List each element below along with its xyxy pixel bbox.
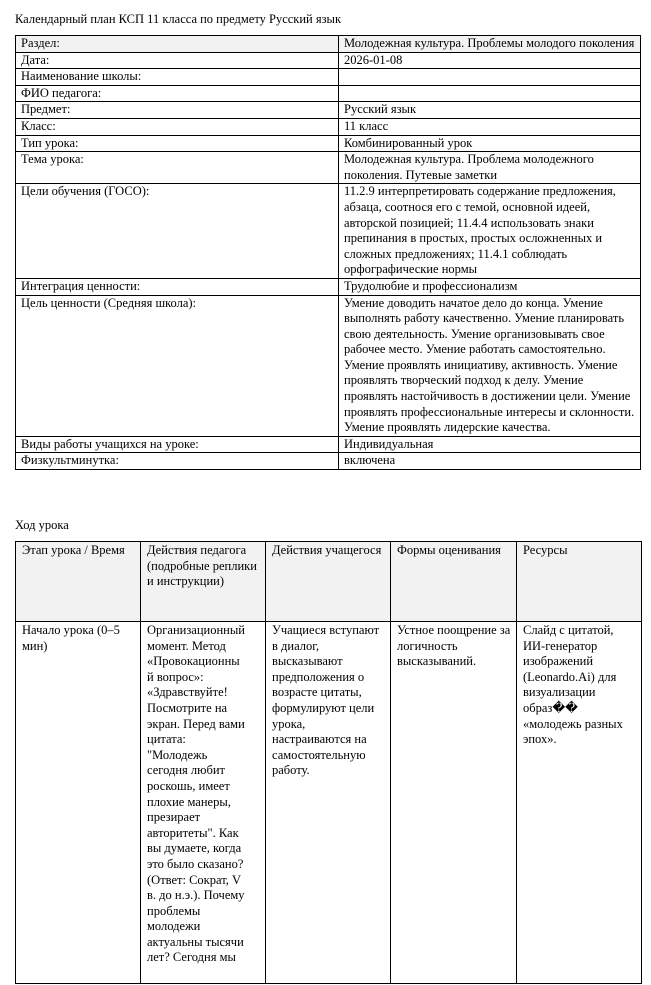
- info-row-work-types: [16, 436, 641, 453]
- column-header-teacher-actions: Действия педагога (подробные реплики и инструкции): [141, 542, 266, 622]
- resources-cell: Слайд с цитатой, ИИ-генератор изображений (Leonardo.Ai) для визуализации образ�� «молодежь разных эпох».: [517, 622, 642, 984]
- info-row-pe-break: [16, 453, 641, 470]
- info-value: 11.2.9 интерпретировать содержание предложения, абзаца, соотнося его с темой, основной идеей, авторской позицией; 11.4.4 использовать знаки препинания в простых, простых осложненных и сложных предложениях; 11.4.1 соблюдать орфографические нормы: [339, 184, 641, 279]
- info-row-grade: [16, 118, 641, 135]
- info-label: Цель ценности (Средняя школа):: [16, 295, 339, 436]
- info-row-value-integration: [16, 278, 641, 295]
- info-value: Русский язык: [339, 102, 641, 119]
- info-row-teacher: [16, 85, 641, 102]
- info-label: Раздел:: [16, 36, 339, 53]
- info-row-topic: [16, 152, 641, 184]
- info-label: Физкультминутка:: [16, 453, 339, 470]
- info-label: Класс:: [16, 118, 339, 135]
- assessment-cell: Устное поощрение за логичность высказываний.: [391, 622, 517, 984]
- info-value: 11 класс: [339, 118, 641, 135]
- info-row-date: [16, 52, 641, 69]
- info-row-school: [16, 69, 641, 86]
- info-row-value-goal: [16, 295, 641, 436]
- lesson-table-header: [16, 542, 642, 622]
- column-header-student-actions: Действия учащегося: [266, 542, 391, 622]
- info-label: Тип урока:: [16, 135, 339, 152]
- info-value: 2026-01-08: [339, 52, 641, 69]
- column-header-stage: Этап урока / Время: [16, 542, 141, 622]
- lesson-progress-table: [15, 541, 642, 984]
- lesson-info-table: [15, 35, 641, 470]
- info-label: ФИО педагога:: [16, 85, 339, 102]
- info-value: включена: [339, 453, 641, 470]
- info-label: Тема урока:: [16, 152, 339, 184]
- info-row-learning-goals: [16, 184, 641, 279]
- info-label: Интеграция ценности:: [16, 278, 339, 295]
- lesson-progress-heading: Ход урока: [15, 518, 69, 532]
- info-value: Комбинированный урок: [339, 135, 641, 152]
- info-value: Молодежная культура. Проблемы молодого поколения: [339, 36, 641, 53]
- info-label: Дата:: [16, 52, 339, 69]
- info-row-subject: [16, 102, 641, 119]
- info-value: Трудолюбие и профессионализм: [339, 278, 641, 295]
- info-value: [339, 69, 641, 86]
- student-actions-cell: Учащиеся вступают в диалог, высказывают предположения о возрасте цитаты, формулируют цели урока, настраиваются на самостоятельную работу.: [266, 622, 391, 984]
- info-label: Предмет:: [16, 102, 339, 119]
- column-header-assessment: Формы оценивания: [391, 542, 517, 622]
- teacher-actions-cell: Организационный момент. Метод «Провокационны й вопрос»: «Здравствуйте! Посмотрите на экран. Перед вами цитата: "Молодежь сегодня любит роскошь, имеет плохие манеры, презирает авторитеты". Как вы думаете, когда это было сказано? (Ответ: Сократ, V в. до н.э.). Почему проблемы молодежи актуальны тысячи лет? Сегодня мы: [141, 622, 266, 984]
- info-label: Цели обучения (ГОСО):: [16, 184, 339, 279]
- info-value: Индивидуальная: [339, 436, 641, 453]
- column-header-resources: Ресурсы: [517, 542, 642, 622]
- table-row: [16, 622, 642, 984]
- info-value: [339, 85, 641, 102]
- document-title: Календарный план КСП 11 класса по предмету Русский язык: [15, 12, 342, 26]
- info-value: Молодежная культура. Проблема молодежного поколения. Путевые заметки: [339, 152, 641, 184]
- info-row-section: [16, 36, 641, 53]
- info-label: Виды работы учащихся на уроке:: [16, 436, 339, 453]
- info-label: Наименование школы:: [16, 69, 339, 86]
- info-value: Умение доводить начатое дело до конца. Умение выполнять работу качественно. Умение планировать свою деятельность. Умение организовывать свое рабочее место. Умение работать самостоятельно. Умение проявлять инициативу, активность. Умение проявлять творческий подход к делу. Умение проявлять настойчивость в достижении цели. Умение проявлять профессиональные интересы и склонности. Умение проявлять лидерские качества.: [339, 295, 641, 436]
- info-row-lesson-type: [16, 135, 641, 152]
- stage-cell: Начало урока (0–5 мин): [16, 622, 141, 984]
